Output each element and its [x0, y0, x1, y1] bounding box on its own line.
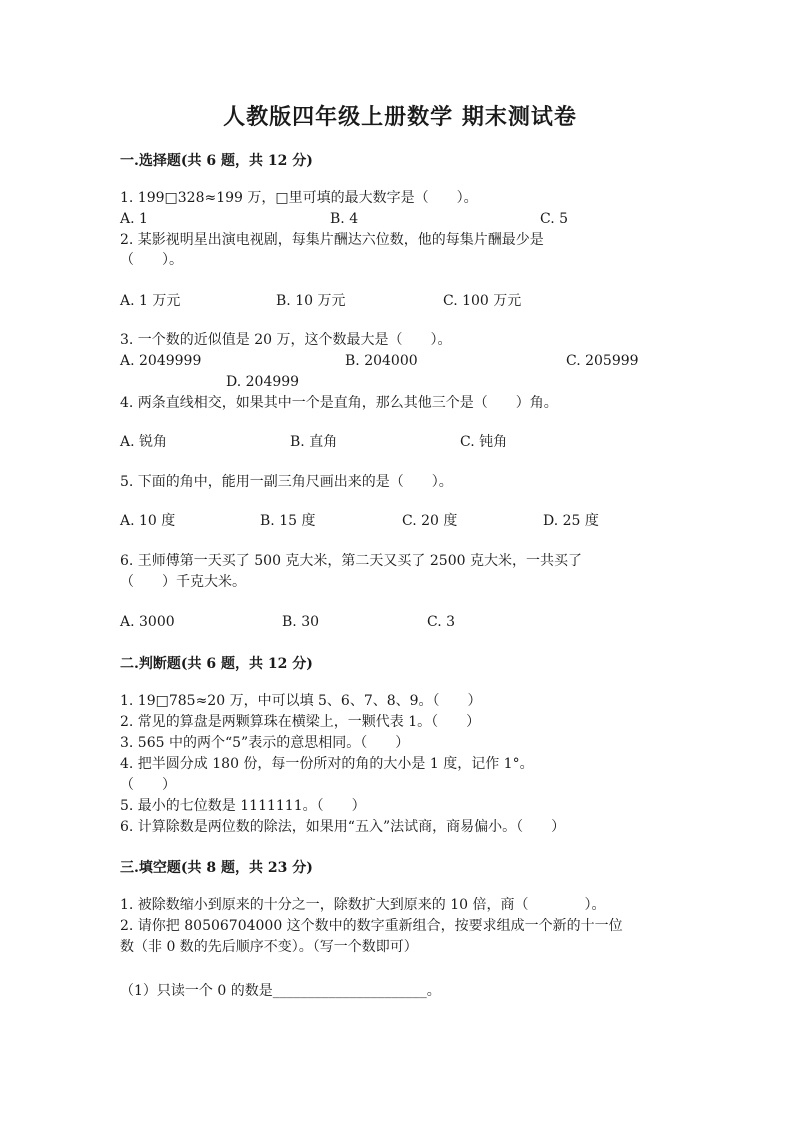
option-a: A. 1 万元	[120, 293, 181, 309]
option-a: A. 2049999	[120, 353, 202, 369]
judgement-item: 5. 最小的七位数是 1111111。（ ）	[120, 798, 366, 814]
judgement-item-continued: （ ）	[120, 777, 176, 793]
judgement-item: 1. 19□785≈20 万，中可以填 5、6、7、8、9。（ ）	[120, 693, 482, 709]
option-a: A. 10 度	[120, 513, 176, 529]
option-d: D. 25 度	[543, 513, 599, 529]
option-c: C. 3	[427, 614, 456, 630]
option-b: B. 30	[282, 614, 320, 630]
option-c: C. 205999	[566, 353, 639, 369]
option-b: B. 10 万元	[276, 293, 346, 309]
fill-item: 2. 请你把 80506704000 这个数中的数字重新组合，按要求组成一个新的十一位	[120, 918, 623, 934]
question-text: 5. 下面的角中，能用一副三角尺画出来的是（ ）。	[120, 474, 453, 490]
section-heading-choice: 一.选择题(共 6 题，共 12 分)	[120, 153, 313, 169]
question-text-continued: （ ）千克大米。	[120, 574, 246, 590]
option-c: C. 20 度	[402, 513, 458, 529]
option-b: B. 直角	[290, 434, 338, 450]
question-text: 3. 一个数的近似值是 20 万，这个数最大是（ ）。	[120, 332, 452, 348]
question-text-continued: （ ）。	[120, 252, 183, 268]
option-d: D. 204999	[226, 374, 300, 390]
page-title: 人教版四年级上册数学 期末测试卷	[223, 104, 577, 130]
judgement-item: 6. 计算除数是两位数的除法，如果用“五入”法试商，商易偏小。（ ）	[120, 819, 566, 835]
question-text: 4. 两条直线相交，如果其中一个是直角，那么其他三个是（ ）角。	[120, 395, 558, 411]
fill-item: 1. 被除数缩小到原来的十分之一，除数扩大到原来的 10 倍，商（ ）。	[120, 897, 606, 913]
option-c: C. 5	[540, 211, 569, 227]
question-text: 1. 199□328≈199 万，□里可填的最大数字是（ ）。	[120, 190, 478, 206]
question-text: 2. 某影视明星出演电视剧，每集片酬达六位数，他的每集片酬最少是	[120, 232, 544, 248]
judgement-item: 4. 把半圆分成 180 份，每一份所对的角的大小是 1 度，记作 1°。	[120, 756, 534, 772]
option-c: C. 钝角	[460, 434, 508, 450]
option-c: C. 100 万元	[443, 293, 522, 309]
option-a: A. 3000	[120, 614, 175, 630]
option-b: B. 4	[330, 211, 359, 227]
section-heading-judgement: 二.判断题(共 6 题，共 12 分)	[120, 656, 313, 672]
option-a: A. 锐角	[120, 434, 168, 450]
section-heading-fill-in: 三.填空题(共 8 题，共 23 分)	[120, 860, 313, 876]
fill-item-continued: 数（非 0 数的先后顺序不变）。（写一个数即可）	[120, 939, 418, 955]
option-b: B. 204000	[345, 353, 418, 369]
option-b: B. 15 度	[260, 513, 316, 529]
option-a: A. 1	[120, 211, 148, 227]
question-text: 6. 王师傅第一天买了 500 克大米，第二天又买了 2500 克大米，一共买了	[120, 553, 582, 569]
judgement-item: 2. 常见的算盘是两颗算珠在横梁上，一颗代表 1。（ ）	[120, 714, 481, 730]
judgement-item: 3. 565 中的两个“5”表示的意思相同。（ ）	[120, 735, 410, 751]
fill-subitem: （1）只读一个 0 的数是______________________。	[120, 983, 441, 999]
